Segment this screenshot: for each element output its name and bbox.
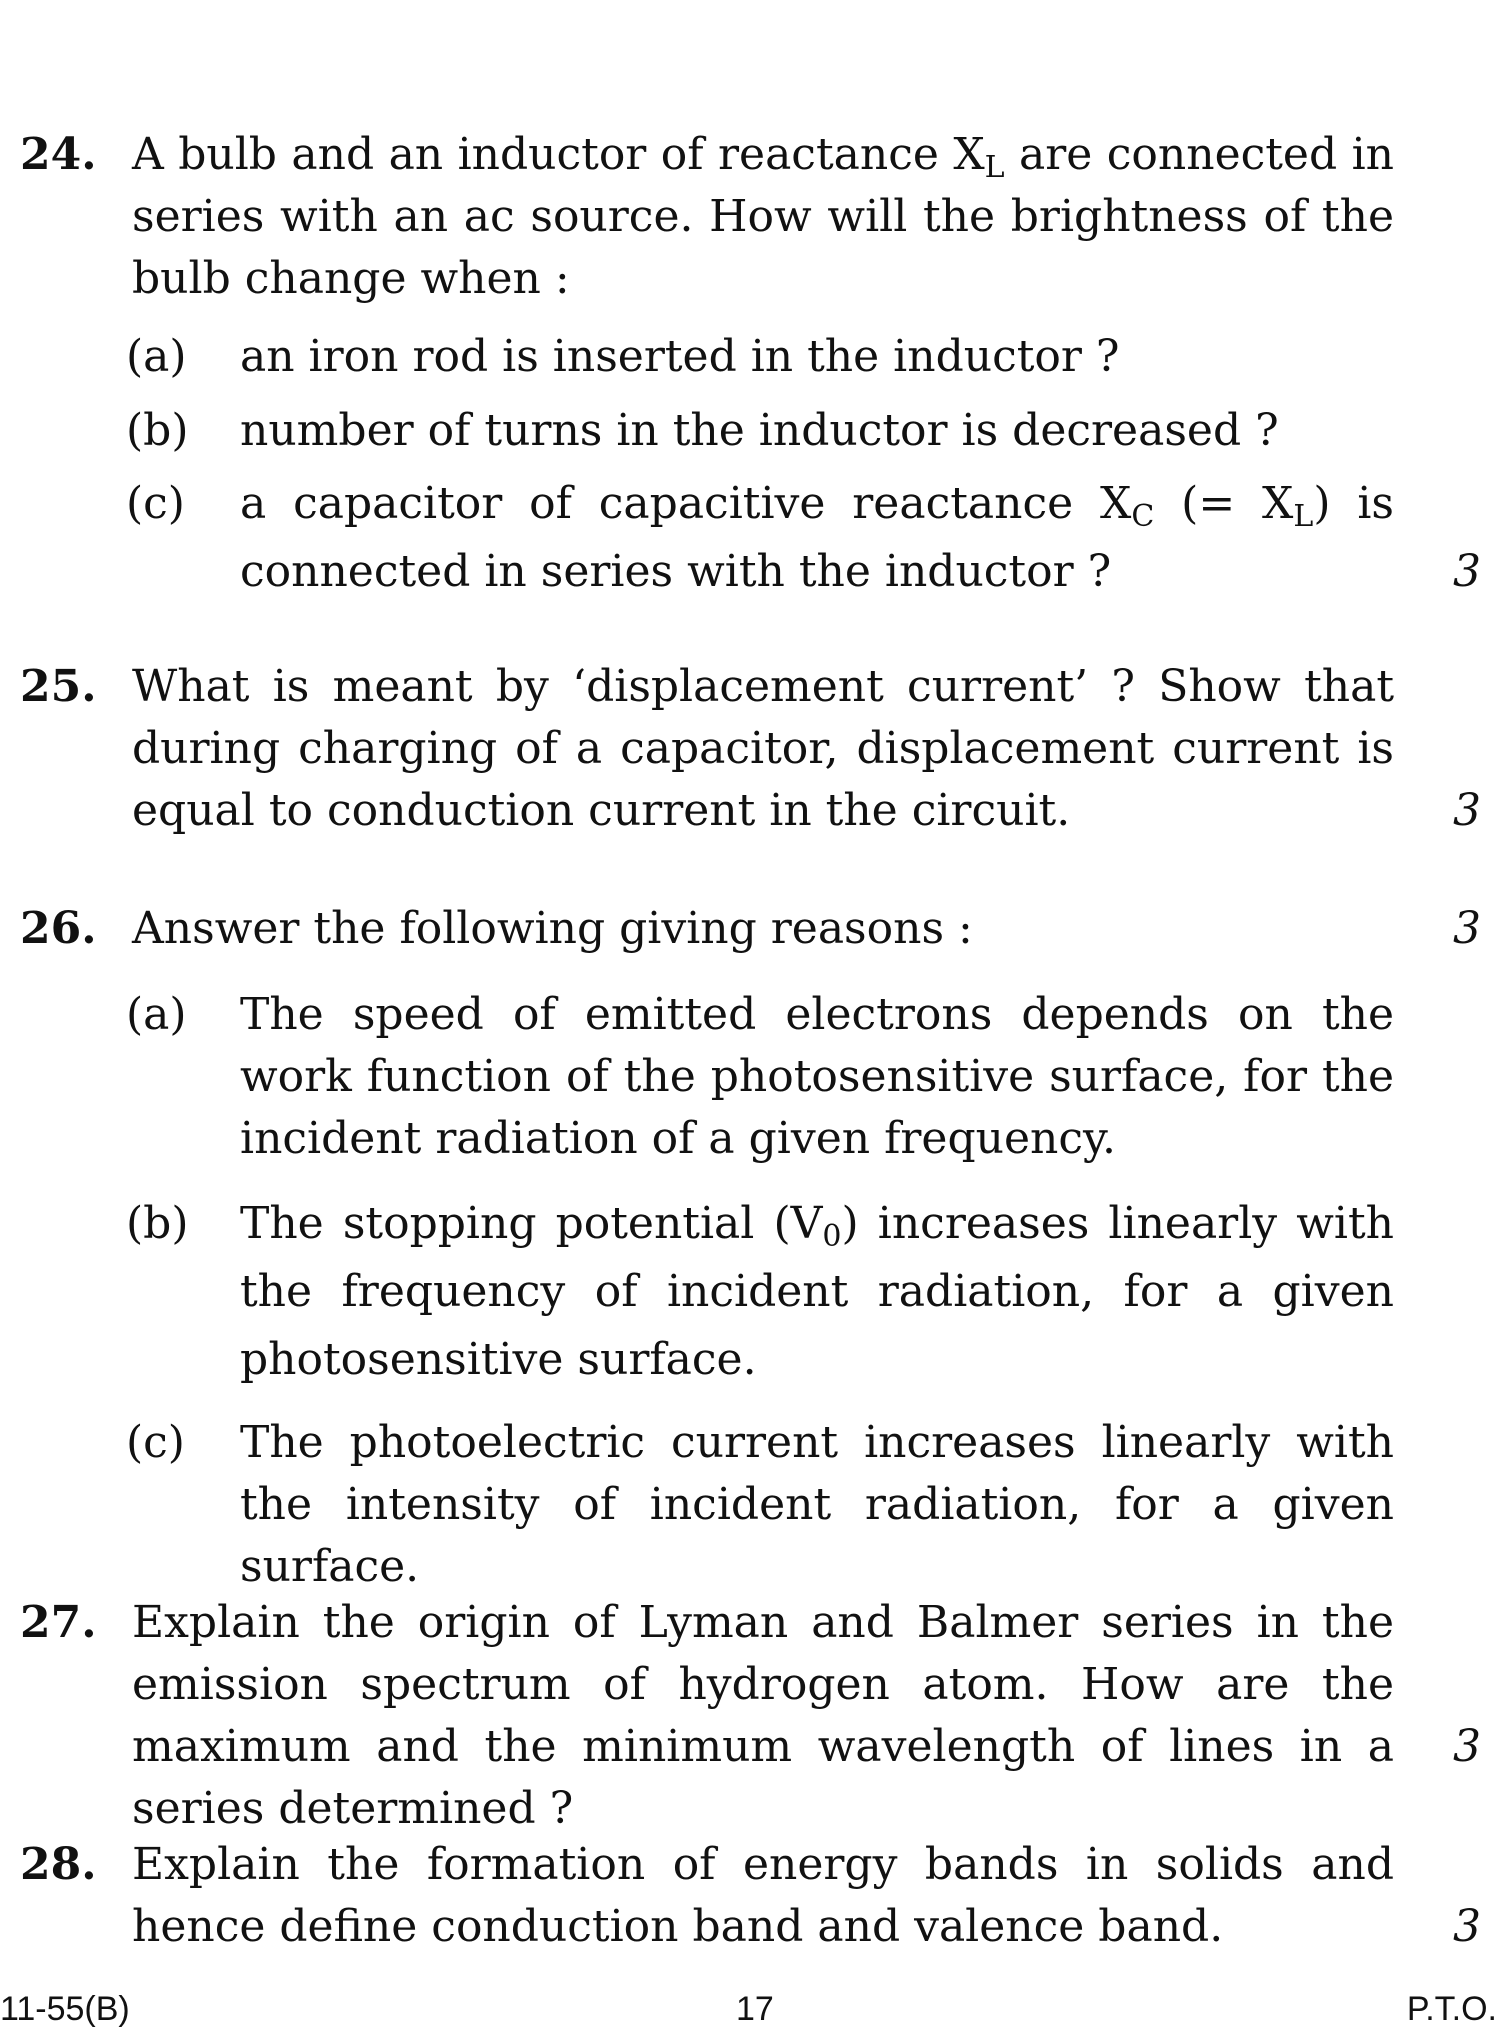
pto-label: P.T.O.: [1406, 1990, 1497, 2028]
question-number: 26.: [20, 903, 97, 954]
marks: 3: [1453, 546, 1481, 597]
question-text: A bulb and an inductor of reactance $X_L$ are connected in series with an ac source. How will the brightness of the bulb change when :: [132, 129, 1394, 304]
part-text: The stopping potential $(V_0)$ increases linearly with the frequency of incident radiation, for a given photosensitive surface.: [240, 1198, 1394, 1385]
marks: 3: [1453, 1721, 1481, 1772]
part-label: (c): [126, 1417, 185, 1468]
page-number: 17: [736, 1990, 774, 2028]
page-footer: [0, 1990, 1505, 2034]
part-text: number of turns in the inductor is decreased ?: [240, 405, 1279, 456]
question-number: 28.: [20, 1839, 97, 1890]
part-label: (b): [126, 405, 189, 456]
question-text: What is meant by ‘displacement current’ ? Show that during charging of a capacitor, displacement current is equal to conduction current in the circuit.: [132, 661, 1394, 836]
part-text: The photoelectric current increases linearly with the intensity of incident radiation, for a given surface.: [240, 1417, 1394, 1592]
part-text: The speed of emitted electrons depends on the work function of the photosensitive surface, for the incident radiation of a given frequency.: [240, 989, 1394, 1164]
question-number: 25.: [20, 661, 97, 712]
marks: 3: [1453, 1901, 1481, 1952]
question-text: Explain the origin of Lyman and Balmer series in the emission spectrum of hydrogen atom. How are the maximum and the minimum wavelength of lines in a series determined ?: [132, 1597, 1394, 1834]
question-text: Explain the formation of energy bands in solids and hence define conduction band and valence band.: [132, 1839, 1394, 1952]
part-label: (a): [126, 989, 187, 1040]
part-text: an iron rod is inserted in the inductor ?: [240, 331, 1120, 382]
part-text: a capacitor of capacitive reactance $X_C$ (= $X_L$) is connected in series with the inductor ?: [240, 478, 1394, 597]
question-text: Answer the following giving reasons :: [132, 903, 973, 954]
part-label: (a): [126, 331, 187, 382]
marks: 3: [1453, 903, 1481, 954]
question-number: 27.: [20, 1597, 97, 1648]
marks: 3: [1453, 785, 1481, 836]
part-label: (b): [126, 1198, 189, 1249]
part-label: (c): [126, 478, 185, 529]
paper-code: 11-55(B): [0, 1990, 130, 2028]
question-number: 24.: [20, 129, 97, 180]
